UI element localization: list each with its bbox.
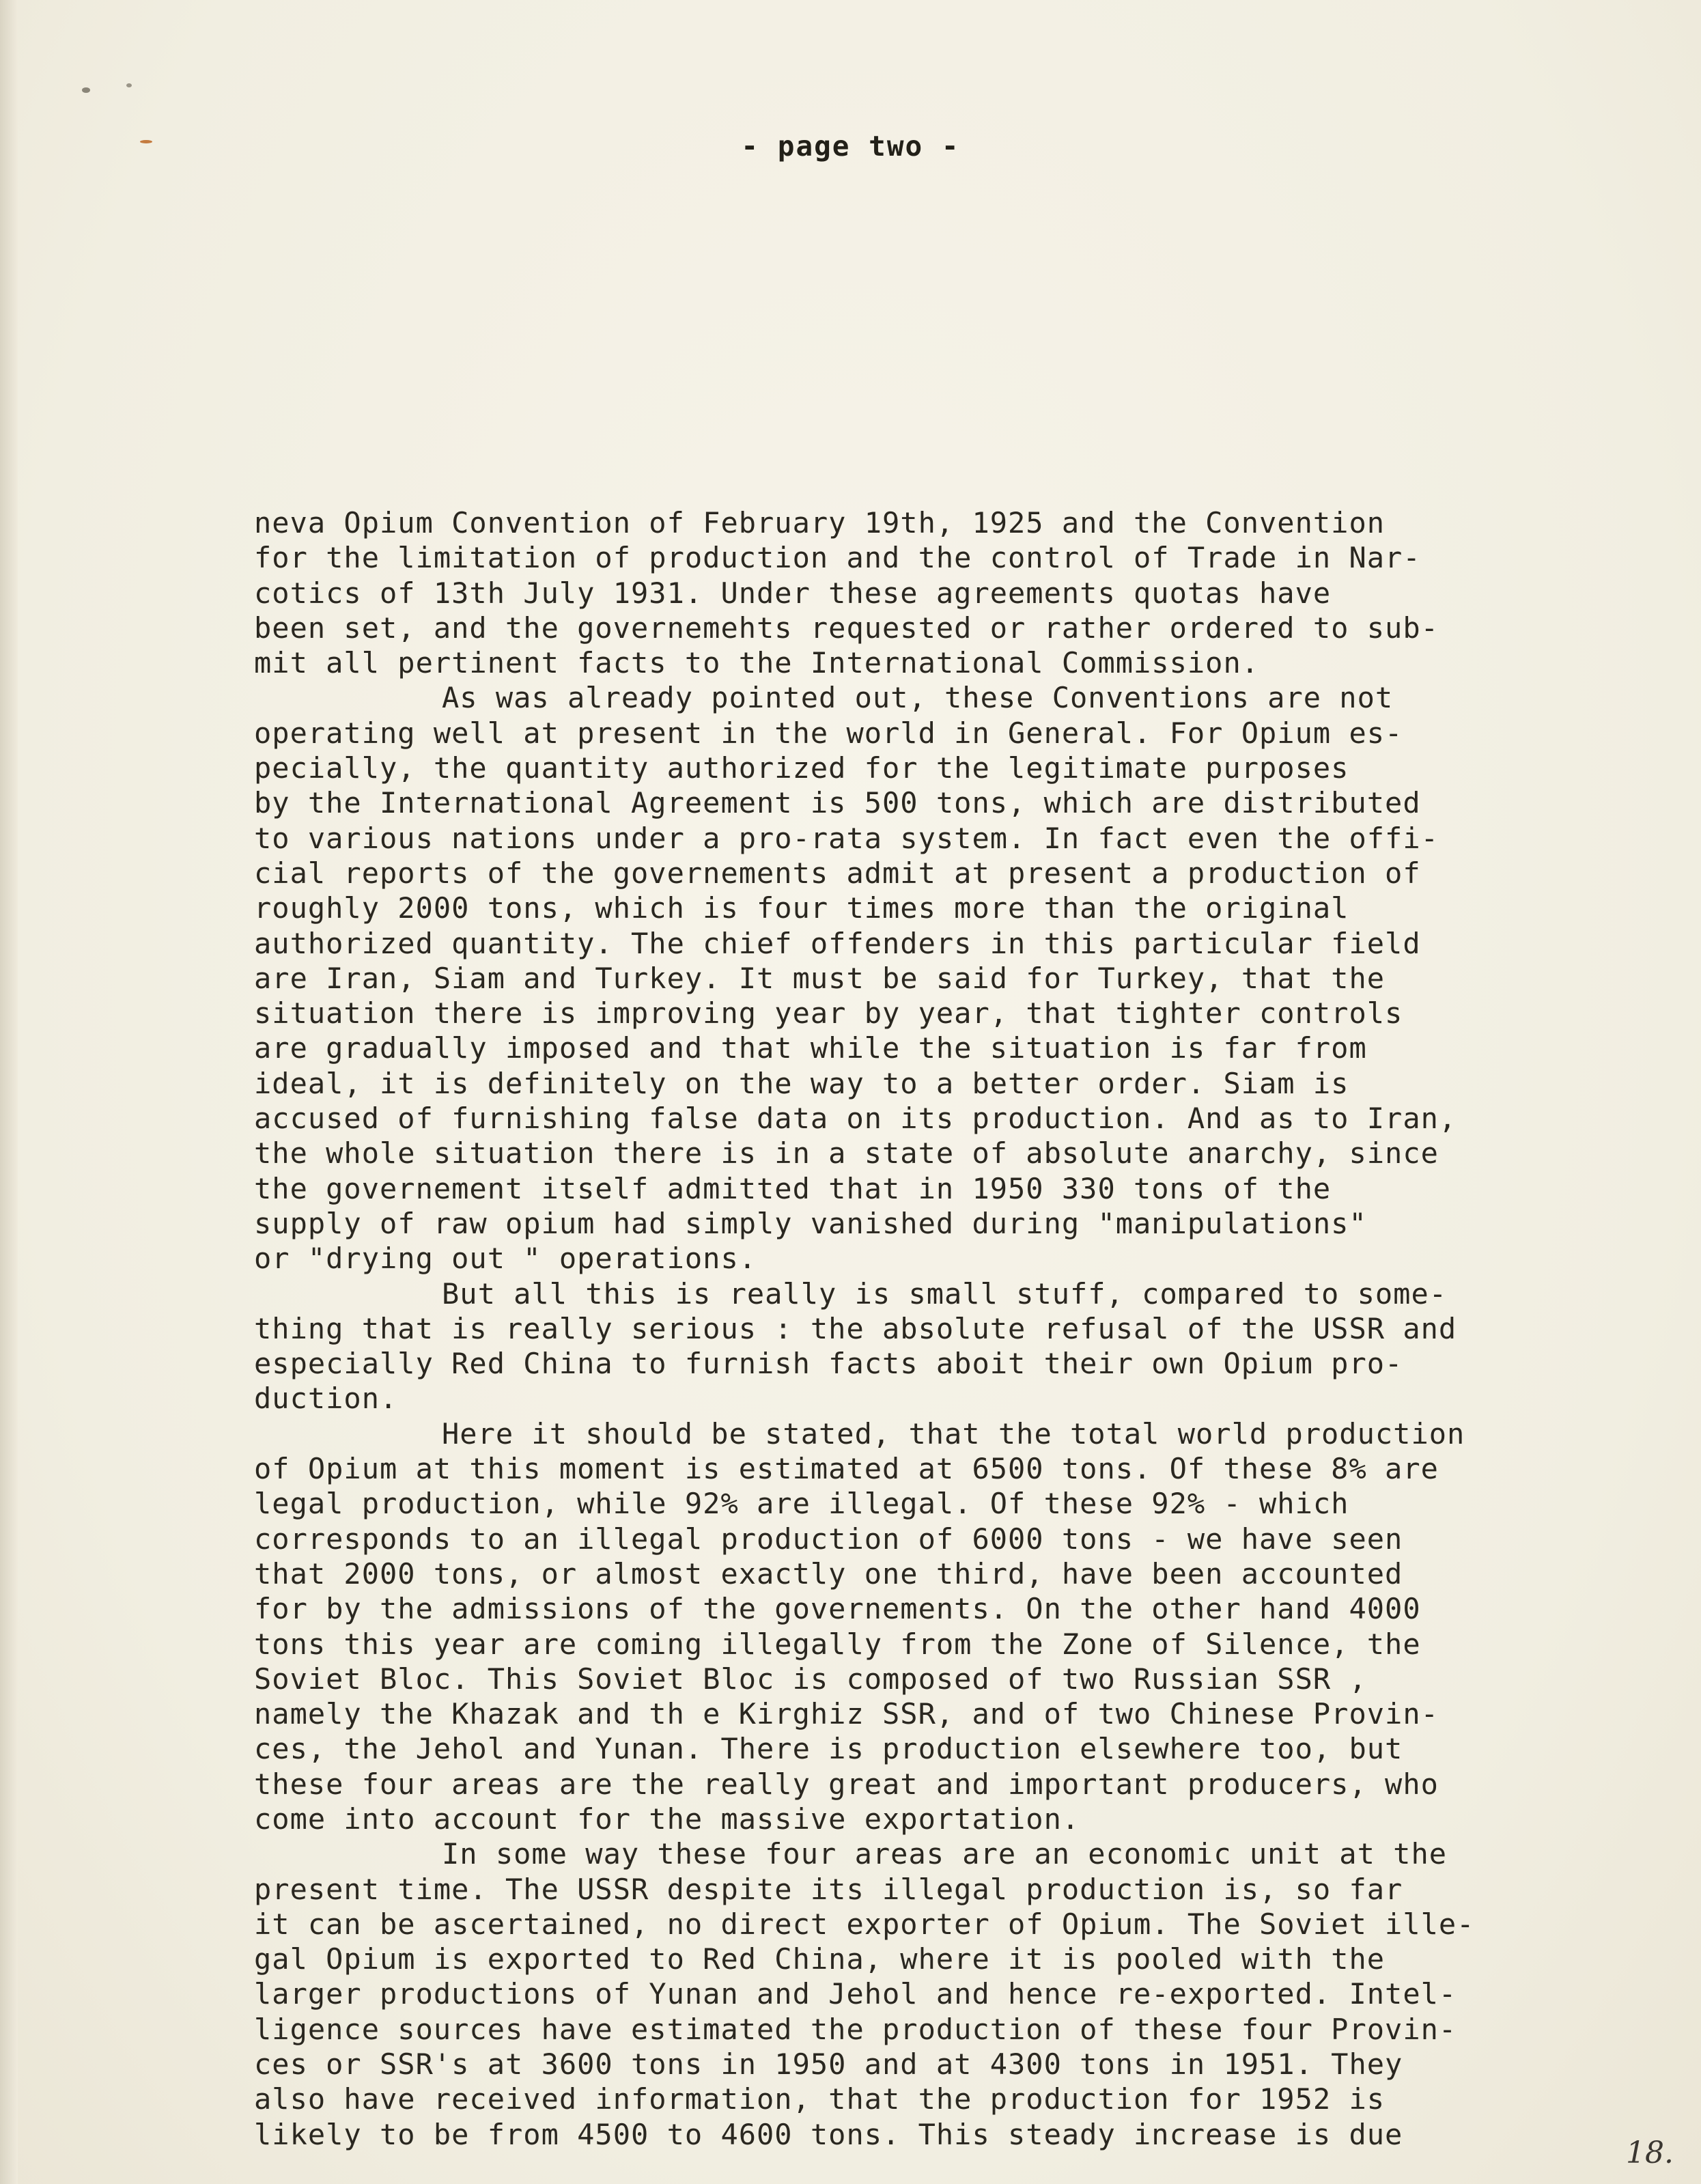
text-line: tons this year are coming illegally from the Zone of Silence, the <box>254 1627 1421 1661</box>
text-line: gal Opium is exported to Red China, where it is pooled with the <box>254 1942 1386 1976</box>
text-line: ces or SSR's at 3600 tons in 1950 and at 4300 tons in 1951. They <box>254 2047 1403 2082</box>
page-number: 18. <box>1626 2136 1674 2170</box>
text-line: namely the Khazak and th e Kirghiz SSR, and of two Chinese Provin- <box>254 1697 1439 1731</box>
text-line: especially Red China to furnish facts aboit their own Opium pro- <box>254 1347 1403 1381</box>
typed-body-text <box>254 505 1647 2152</box>
text-line: roughly 2000 tons, which is four times more than the original <box>254 891 1349 925</box>
text-line: of Opium at this moment is estimated at 6500 tons. Of these 8% are <box>254 1452 1439 1486</box>
text-line: pecially, the quantity authorized for the legitimate purposes <box>254 751 1349 785</box>
text-line: situation there is improving year by year, that tighter controls <box>254 996 1403 1031</box>
text-line: the whole situation there is in a state of absolute anarchy, since <box>254 1136 1439 1171</box>
page-edge-shadow <box>0 0 18 2184</box>
paragraph <box>254 680 1647 1276</box>
text-line: larger productions of Yunan and Jehol and hence re-exported. Intel- <box>254 1977 1457 2011</box>
text-line: thing that is really serious : the absolute refusal of the USSR and <box>254 1311 1457 1345</box>
text-line: legal production, while 92% are illegal. Of these 92% - which <box>254 1487 1349 1521</box>
page-header: - page two - <box>741 130 960 163</box>
text-line: are Iran, Siam and Turkey. It must be said for Turkey, that the <box>254 961 1386 995</box>
text-line: by the International Agreement is 500 tons, which are distributed <box>254 786 1421 820</box>
text-line: or "drying out " operations. <box>254 1242 757 1276</box>
text-line: ces, the Jehol and Yunan. There is production elsewhere too, but <box>254 1732 1403 1766</box>
paper-speck <box>126 83 132 87</box>
text-line: But all this is really is small stuff, compared to some- <box>442 1276 1448 1311</box>
text-line: to various nations under a pro-rata system. In fact even the offi- <box>254 821 1439 855</box>
paragraph <box>254 1276 1647 1416</box>
text-line: for by the admissions of the governements. On the other hand 4000 <box>254 1592 1421 1626</box>
text-line: ideal, it is definitely on the way to a better order. Siam is <box>254 1066 1349 1100</box>
text-line: it can be ascertained, no direct exporter of Opium. The Soviet ille- <box>254 1907 1475 1941</box>
text-line: likely to be from 4500 to 4600 tons. This steady increase is due <box>254 2117 1403 2151</box>
text-line: authorized quantity. The chief offenders in this particular field <box>254 926 1421 960</box>
text-line: Soviet Bloc. This Soviet Bloc is composed of two Russian SSR , <box>254 1662 1367 1696</box>
text-line: present time. The USSR despite its illegal production is, so far <box>254 1872 1403 1906</box>
text-line: In some way these four areas are an economic unit at the <box>442 1837 1448 1871</box>
text-line: cial reports of the governements admit at present a production of <box>254 856 1421 890</box>
text-line: for the limitation of production and the control of Trade in Nar- <box>254 541 1421 575</box>
paper-speck <box>82 87 90 93</box>
text-line: supply of raw opium had simply vanished during "manipulations" <box>254 1206 1367 1240</box>
paragraph <box>254 1416 1647 1837</box>
text-line: mit all pertinent facts to the International Commission. <box>254 646 1260 680</box>
text-line: duction. <box>254 1382 398 1416</box>
text-line: operating well at present in the world in General. For Opium es- <box>254 716 1403 750</box>
text-line: As was already pointed out, these Conventions are not <box>442 681 1394 715</box>
text-line: neva Opium Convention of February 19th, 1925 and the Convention <box>254 506 1386 540</box>
paragraph <box>254 505 1647 680</box>
text-line: accused of furnishing false data on its production. And as to Iran, <box>254 1102 1457 1136</box>
text-line: been set, and the governemehts requested or rather ordered to sub- <box>254 611 1439 645</box>
text-line: corresponds to an illegal production of 6000 tons - we have seen <box>254 1522 1403 1556</box>
text-line: also have received information, that the production for 1952 is <box>254 2082 1386 2116</box>
text-line: are gradually imposed and that while the situation is far from <box>254 1031 1367 1065</box>
text-line: ligence sources have estimated the production of these four Provin- <box>254 2012 1457 2046</box>
text-line: these four areas are the really great and important producers, who <box>254 1767 1439 1801</box>
text-line: Here it should be stated, that the total world production <box>442 1416 1465 1451</box>
text-line: that 2000 tons, or almost exactly one third, have been accounted <box>254 1556 1403 1591</box>
text-line: come into account for the massive exportation. <box>254 1802 1080 1836</box>
text-line: cotics of 13th July 1931. Under these agreements quotas have <box>254 576 1332 610</box>
text-line: the governement itself admitted that in 1950 330 tons of the <box>254 1171 1332 1205</box>
paragraph <box>254 1836 1647 2152</box>
